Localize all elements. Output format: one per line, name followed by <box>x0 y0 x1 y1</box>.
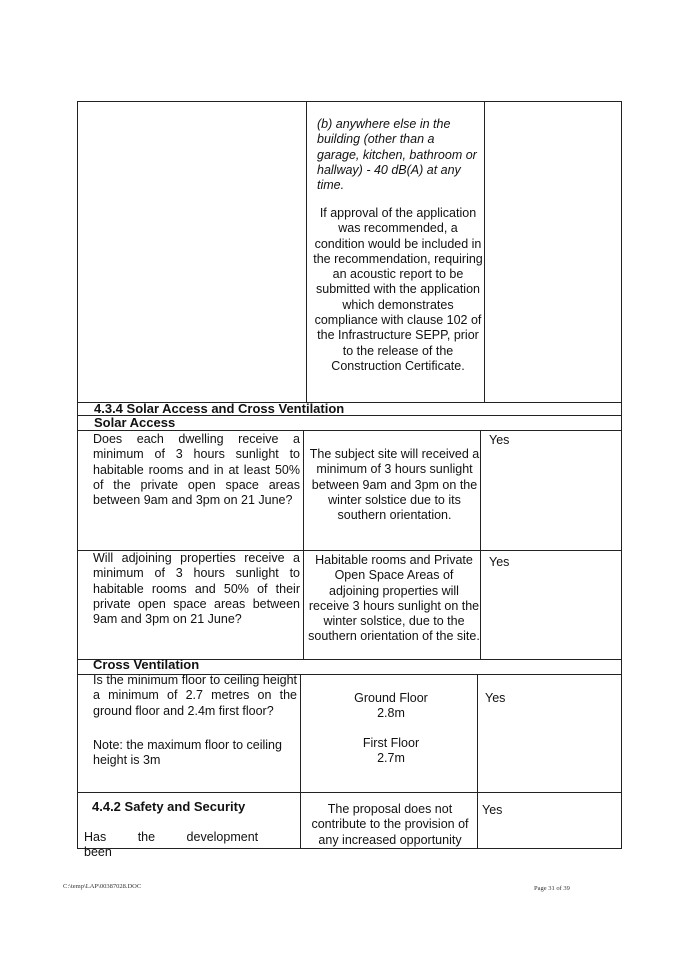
solar-response-1: The subject site will received a minimum of 3 hours sunlight between 9am and 3pm on the winter solstice due to its southern orientation. <box>309 447 480 523</box>
acoustic-condition-text: If approval of the application was recommended, a condition would be included in the recommendation, requiring an acoustic report to be submitted with the application which demonstrates compliance with clause 102 of the Infrastructure SEPP, prior to the release of the Construction Certificate. <box>313 206 483 373</box>
safety-compliance: Yes <box>482 803 503 817</box>
solar-question-2: Will adjoining properties receive a minimum of 3 hours sunlight to habitable rooms and 50% of their private open space areas between 9am and 3pm on 21 June? <box>93 551 300 627</box>
col-divider <box>300 674 301 848</box>
footer-file-path: C:\temp\LAP\00387028.DOC <box>63 883 142 890</box>
noise-criteria-b: (b) anywhere else in the building (other than a garage, kitchen, bathroom or hallway) - 40 dB(A) at any time. <box>317 117 477 193</box>
ground-floor-value: 2.8m <box>377 706 405 720</box>
row-divider <box>78 792 621 793</box>
ceiling-height-question: Is the minimum floor to ceiling height a minimum of 2.7 metres on the ground floor and 2.4m first floor? <box>93 673 297 718</box>
ceiling-height-note: Note: the maximum floor to ceiling height is 3m <box>93 738 282 768</box>
ground-floor-label: Ground Floor <box>354 691 428 705</box>
footer-page-number: Page 31 of 39 <box>534 885 570 892</box>
solar-question-1: Does each dwelling receive a minimum of 3 hours sunlight to habitable rooms and in at least 50% of the private open space areas between 9am and 3pm on 21 June? <box>93 432 300 508</box>
cross-vent-compliance: Yes <box>485 691 506 705</box>
col-divider <box>306 102 307 402</box>
col-divider <box>484 102 485 402</box>
solar-compliance-1: Yes <box>489 433 510 447</box>
solar-response-2: Habitable rooms and Private Open Space Areas of adjoining properties will receive 3 hours sunlight on the winter solstice, due to the southern orientation of the site. <box>308 553 480 644</box>
first-floor-value: 2.7m <box>377 751 405 765</box>
row-divider <box>78 430 621 431</box>
solar-compliance-2: Yes <box>489 555 510 569</box>
section-heading-safety: 4.4.2 Safety and Security <box>92 799 246 814</box>
subheading-solar-access: Solar Access <box>94 415 176 430</box>
safety-response: The proposal does not contribute to the provision of any increased opportunity <box>311 802 469 847</box>
subheading-cross-ventilation: Cross Ventilation <box>93 657 200 672</box>
col-divider <box>303 430 304 659</box>
first-floor-label: First Floor <box>362 736 420 750</box>
col-divider <box>480 430 481 659</box>
safety-question: Has the development been <box>84 830 259 860</box>
section-heading-solar: 4.3.4 Solar Access and Cross Ventilation <box>94 401 345 416</box>
